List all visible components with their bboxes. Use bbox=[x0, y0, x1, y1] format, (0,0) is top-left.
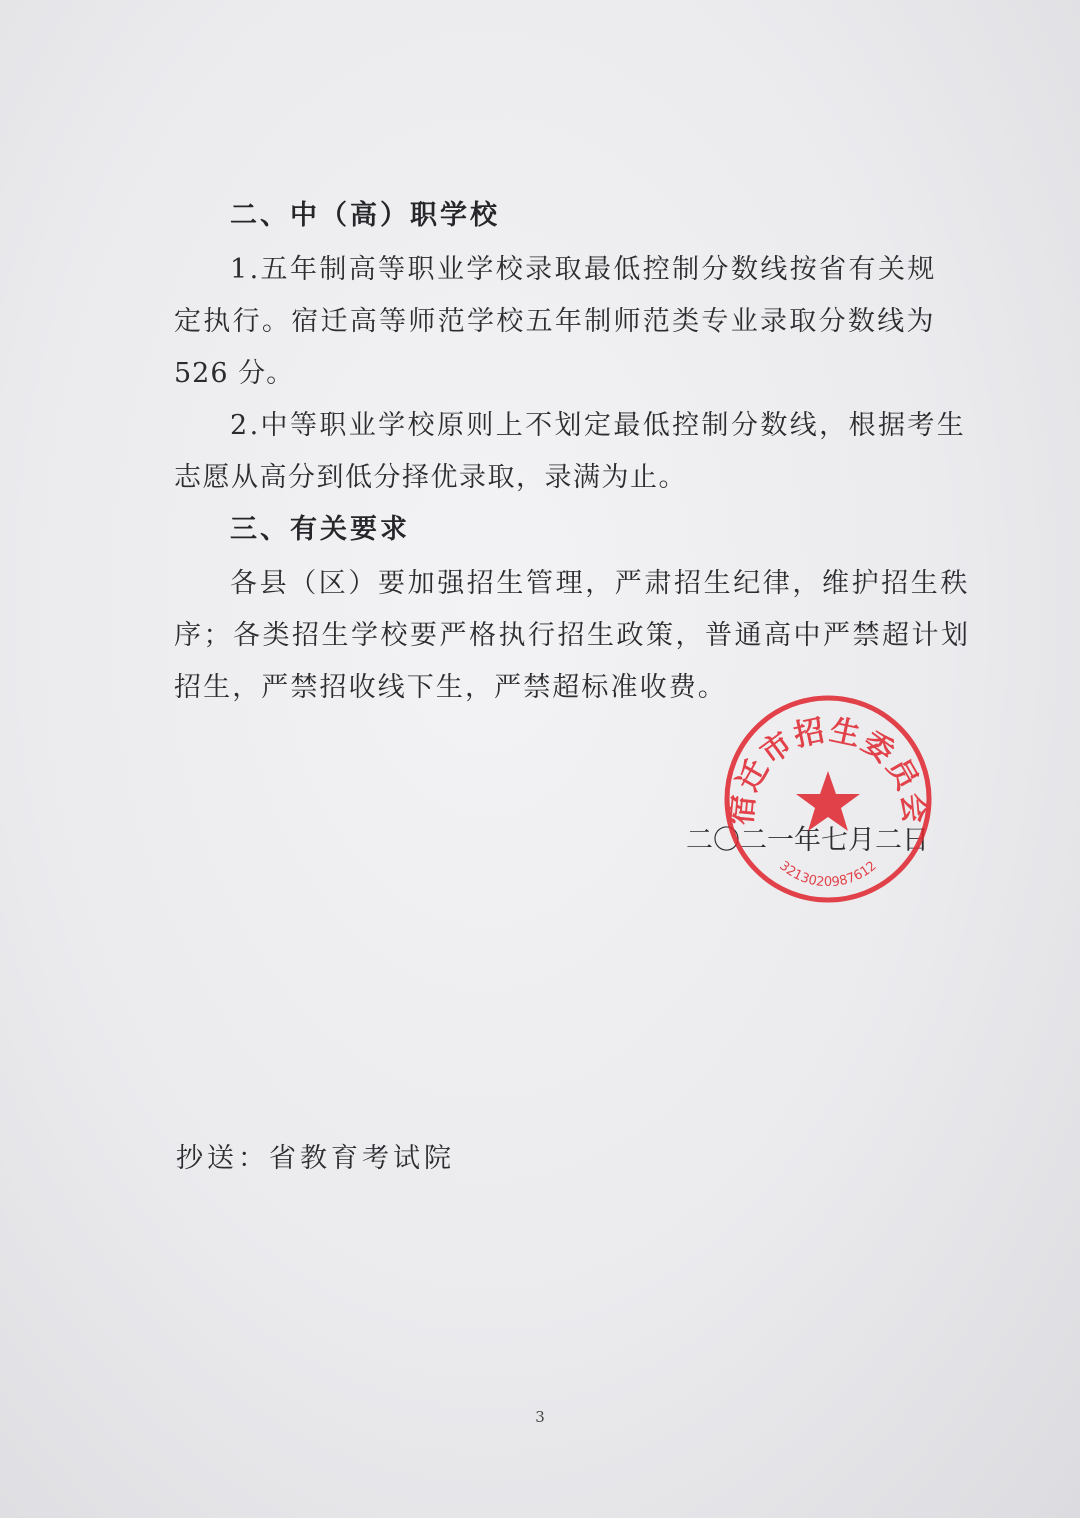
paragraph-line: 志愿从高分到低分择优录取，录满为止。 bbox=[174, 462, 687, 493]
paragraph-line: 2.中等职业学校原则上不划定最低控制分数线，根据考生 bbox=[230, 410, 967, 441]
seal-text: 宿迁市招生委员会 bbox=[723, 712, 933, 827]
paragraph-line: 定执行。宿迁高等师范学校五年制师范类专业录取分数线为 bbox=[174, 306, 936, 337]
paragraph-line: 序；各类招生学校要严格执行招生政策，普通高中严禁超计划 bbox=[174, 620, 971, 651]
paragraph-line: 各县（区）要加强招生管理，严肃招生纪律，维护招生秩 bbox=[230, 568, 970, 599]
seal-star-icon bbox=[796, 771, 860, 831]
carbon-copy-line: 抄送：省教育考试院 bbox=[176, 1143, 455, 1174]
page-number: 3 bbox=[535, 1408, 545, 1426]
seal-number: 3213020987612 bbox=[776, 858, 880, 891]
paragraph-line: 1.五年制高等职业学校录取最低控制分数线按省有关规 bbox=[230, 254, 937, 285]
section-heading-2: 二、中（高）职学校 bbox=[230, 200, 500, 231]
paragraph-line: 526 分。 bbox=[174, 358, 295, 389]
section-heading-3: 三、有关要求 bbox=[230, 514, 410, 545]
official-seal bbox=[722, 693, 934, 905]
paragraph-line: 招生，严禁招收线下生，严禁超标准收费。 bbox=[174, 672, 727, 703]
issue-date: 二〇二一年七月二日 bbox=[686, 825, 929, 856]
